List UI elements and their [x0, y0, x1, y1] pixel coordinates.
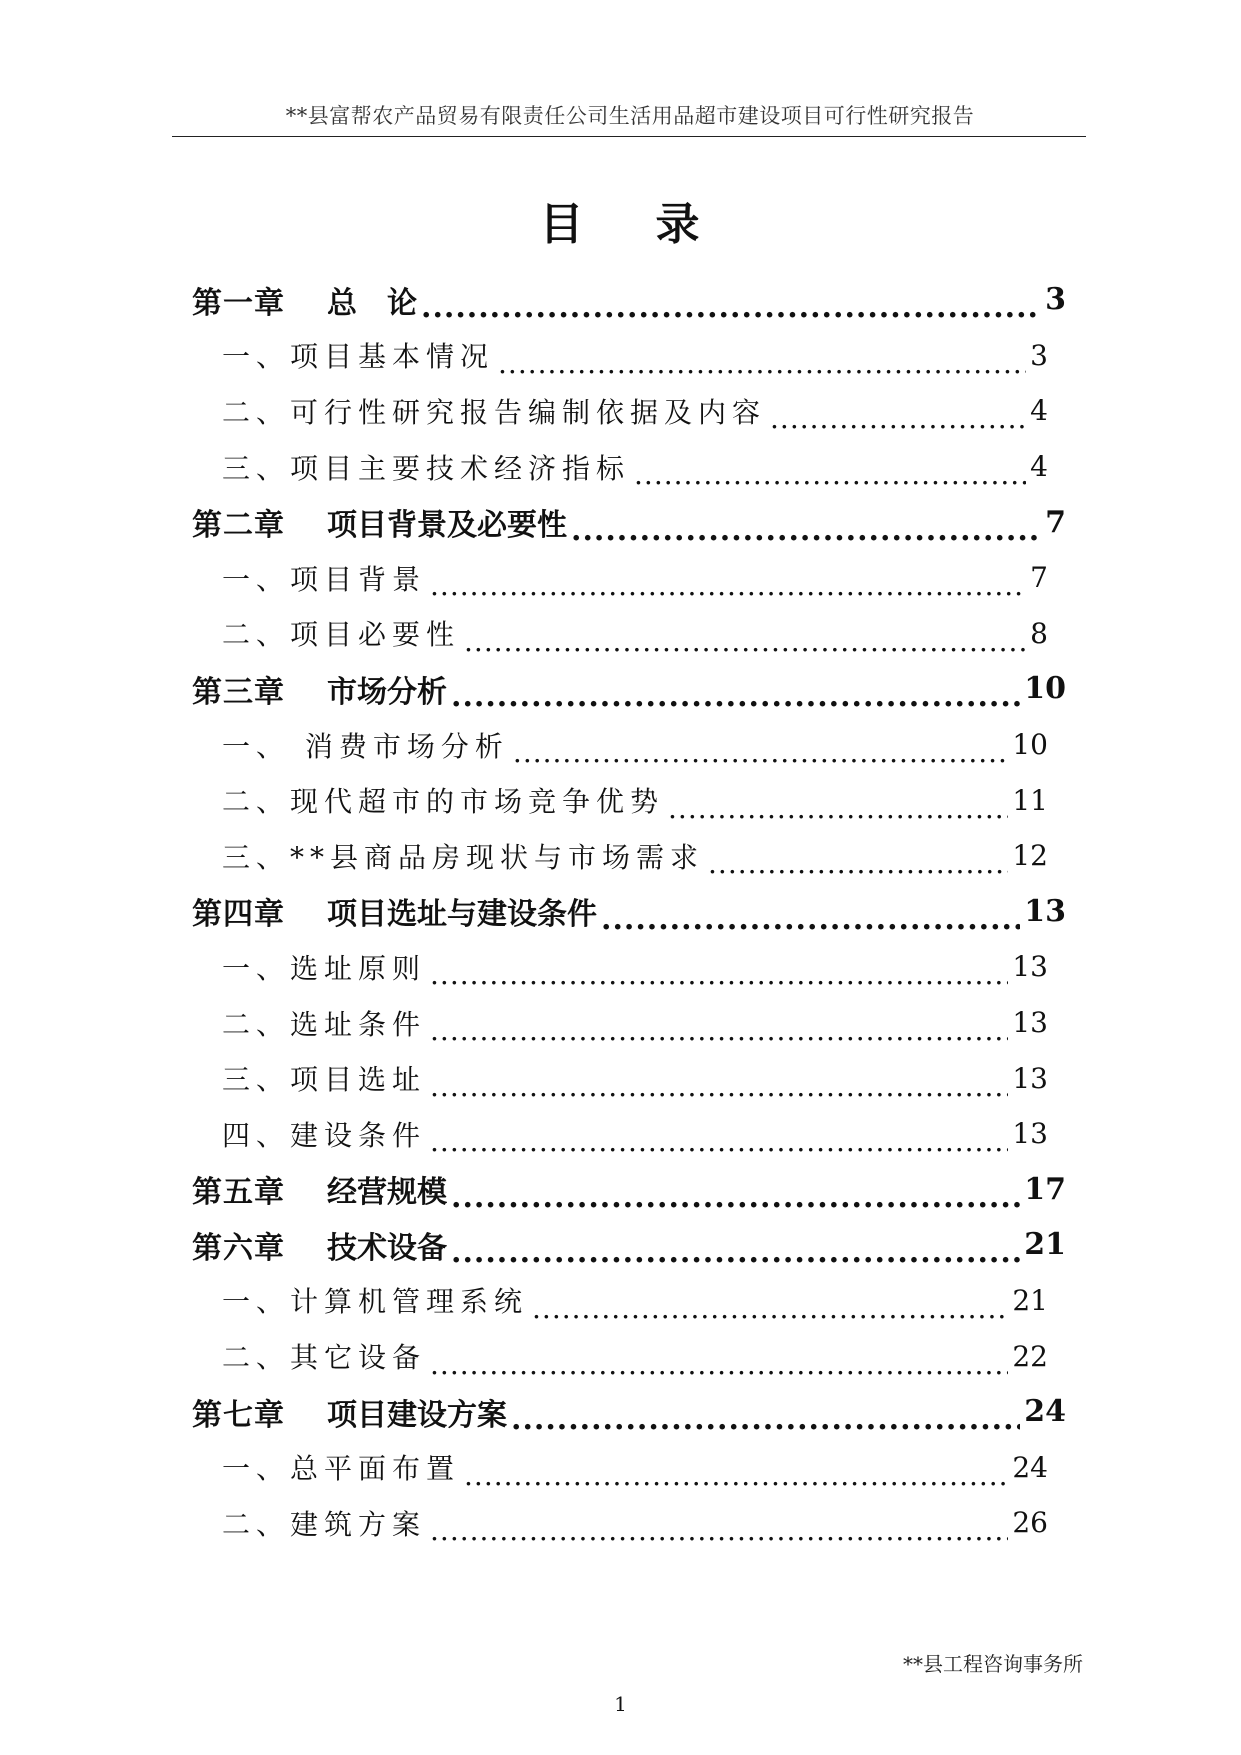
- toc-entry-page-number: 3: [1030, 338, 1048, 372]
- toc-entry-title: 现代超市的市场竞争优势: [290, 785, 665, 819]
- toc-entry-page-number: 10: [1012, 728, 1048, 762]
- toc-entry-number: 一、: [222, 1285, 291, 1319]
- toc-entry-number: 二、: [222, 1341, 291, 1375]
- toc-dot-leader: [430, 1070, 1008, 1103]
- toc-entry-title: 项目基本情况: [290, 340, 495, 374]
- toc-dot-leader: [451, 679, 1020, 714]
- toc-entry-title: 项目选址: [290, 1063, 427, 1097]
- toc-entry-label: [192, 889, 597, 933]
- toc-heading-right: 录: [655, 199, 702, 250]
- toc-section-entry[interactable]: [192, 717, 1066, 773]
- toc-entry-label: [222, 836, 704, 876]
- toc-entry-number: 一、: [222, 340, 291, 374]
- toc-dot-leader: [430, 1125, 1008, 1158]
- toc-section-entry[interactable]: [192, 939, 1066, 995]
- toc-section-entry[interactable]: [192, 439, 1066, 495]
- toc-entry-number: 第二章: [192, 508, 285, 544]
- toc-dot-leader: [513, 736, 1008, 769]
- toc-dot-leader: [634, 458, 1026, 491]
- toc-entry-label: [222, 780, 664, 820]
- toc-entry-title: 其它设备: [290, 1341, 427, 1375]
- toc-entry-number: 一、: [222, 951, 291, 985]
- toc-chapter-entry[interactable]: [192, 661, 1066, 717]
- toc-entry-title: 总 论: [327, 285, 417, 321]
- toc-chapter-entry[interactable]: [192, 1162, 1066, 1218]
- toc-entry-number: 二、: [222, 785, 291, 819]
- toc-dot-leader: [430, 1014, 1008, 1047]
- toc-entry-label: [222, 947, 426, 987]
- toc-entry-title: 项目选址与建设条件: [327, 897, 597, 933]
- toc-dot-leader: [430, 958, 1008, 991]
- toc-chapter-entry[interactable]: [192, 884, 1066, 940]
- toc-dot-leader: [430, 1348, 1008, 1381]
- toc-entry-page-number: 7: [1045, 504, 1066, 540]
- toc-entry-number: 第四章: [192, 897, 285, 933]
- running-header-title: **县富帮农产品贸易有限责任公司生活用品超市建设项目可行性研究报告: [285, 104, 975, 128]
- toc-section-entry[interactable]: [192, 328, 1066, 384]
- toc-entry-title: 计算机管理系统: [290, 1285, 529, 1319]
- toc-entry-page-number: 13: [1012, 1006, 1048, 1040]
- toc-section-entry[interactable]: [192, 606, 1066, 662]
- toc-entry-number: 二、: [222, 618, 291, 652]
- toc-entry-title: 建设条件: [290, 1118, 427, 1152]
- toc-entry-number: 二、: [222, 395, 291, 429]
- toc-chapter-entry[interactable]: [192, 1384, 1066, 1440]
- toc-entry-page-number: 13: [1024, 893, 1066, 929]
- toc-dot-leader: [708, 847, 1008, 880]
- toc-dot-leader: [498, 347, 1026, 380]
- toc-entry-label: [222, 1336, 426, 1376]
- toc-entry-title: 市场分析: [327, 674, 447, 710]
- toc-section-entry[interactable]: [192, 550, 1066, 606]
- toc-entry-title: 项目建设方案: [327, 1397, 507, 1433]
- toc-entry-page-number: 11: [1012, 783, 1048, 817]
- toc-section-entry[interactable]: [192, 1106, 1066, 1162]
- toc-dot-leader: [430, 569, 1026, 602]
- toc-dot-leader: [668, 792, 1008, 825]
- toc-section-entry[interactable]: [192, 1050, 1066, 1106]
- toc-entry-number: 第五章: [192, 1175, 285, 1211]
- toc-entry-page-number: 12: [1012, 839, 1048, 873]
- toc-section-entry[interactable]: [192, 1328, 1066, 1384]
- toc-chapter-entry[interactable]: [192, 272, 1066, 328]
- toc-entry-page-number: 17: [1024, 1171, 1066, 1207]
- toc-entry-title: 建筑方案: [290, 1507, 427, 1541]
- toc-entry-number: 三、: [222, 451, 291, 485]
- toc-entry-title: 项目背景: [290, 562, 427, 596]
- toc-section-entry[interactable]: [192, 1495, 1066, 1551]
- toc-dot-leader: [451, 1235, 1020, 1270]
- toc-entry-number: 二、: [222, 1507, 291, 1541]
- toc-chapter-entry[interactable]: [192, 494, 1066, 550]
- toc-dot-leader: [511, 1402, 1020, 1437]
- toc-entry-label: [192, 500, 567, 544]
- toc-section-entry[interactable]: [192, 383, 1066, 439]
- toc-section-entry[interactable]: [192, 772, 1066, 828]
- toc-entry-label: [222, 725, 509, 765]
- toc-entry-title: 经营规模: [327, 1175, 447, 1211]
- header-divider: [172, 136, 1086, 137]
- toc-entry-title: 项目必要性: [290, 618, 461, 652]
- toc-entry-page-number: 8: [1030, 616, 1048, 650]
- toc-dot-leader: [421, 290, 1041, 325]
- toc-entry-page-number: 22: [1012, 1339, 1048, 1373]
- toc-entry-number: 二、: [222, 1007, 291, 1041]
- toc-dot-leader: [451, 1180, 1020, 1215]
- toc-dot-leader: [464, 625, 1026, 658]
- toc-heading-left: 目: [539, 199, 586, 250]
- footer-page-number: 1: [614, 1692, 627, 1716]
- toc-entry-page-number: 13: [1012, 1061, 1048, 1095]
- toc-dot-leader: [464, 1459, 1008, 1492]
- toc-entry-number: 三、: [222, 840, 291, 874]
- toc-entry-label: [192, 1390, 507, 1434]
- toc-entry-label: [222, 1058, 426, 1098]
- toc-entry-page-number: 24: [1024, 1394, 1066, 1430]
- toc-entry-page-number: 13: [1012, 1117, 1048, 1151]
- toc-entry-number: 第七章: [192, 1397, 285, 1433]
- toc-entry-label: [222, 1447, 460, 1487]
- toc-entry-title: 项目背景及必要性: [327, 508, 567, 544]
- footer-organization: **县工程咨询事务所: [903, 1652, 1083, 1676]
- toc-dot-leader: [532, 1292, 1008, 1325]
- toc-entry-label: [222, 447, 630, 487]
- toc-entry-label: [192, 1223, 447, 1267]
- toc-entry-label: [222, 1503, 426, 1543]
- toc-entry-number: 一、: [222, 1452, 291, 1486]
- toc-entry-number: 第三章: [192, 674, 285, 710]
- toc-entry-page-number: 4: [1030, 394, 1048, 428]
- toc-entry-page-number: 10: [1024, 671, 1066, 707]
- toc-entry-number: 一、: [222, 729, 291, 763]
- toc-entry-number: 一、: [222, 562, 291, 596]
- toc-entry-title: 可行性研究报告编制依据及内容: [290, 395, 767, 429]
- toc-entry-number: 第六章: [192, 1230, 285, 1266]
- toc-section-entry[interactable]: [192, 828, 1066, 884]
- toc-entry-title: **县商品房现状与市场需求: [290, 840, 705, 874]
- toc-entry-title: 消费市场分析: [290, 729, 509, 763]
- toc-entry-page-number: 21: [1012, 1283, 1048, 1317]
- toc-entry-label: [192, 1167, 447, 1211]
- toc-entry-label: [222, 1003, 426, 1043]
- toc-entry-page-number: 24: [1012, 1450, 1048, 1484]
- toc-entry-label: [192, 667, 447, 711]
- toc-entry-page-number: 21: [1024, 1227, 1066, 1263]
- toc-section-entry[interactable]: [192, 1439, 1066, 1495]
- toc-entry-title: 技术设备: [327, 1230, 447, 1266]
- toc-entry-title: 总平面布置: [290, 1452, 461, 1486]
- toc-entry-page-number: 26: [1012, 1506, 1048, 1540]
- toc-dot-leader: [571, 513, 1041, 548]
- toc-entry-label: [222, 1114, 426, 1154]
- toc-dot-leader: [601, 902, 1020, 937]
- toc-section-entry[interactable]: [192, 1273, 1066, 1329]
- toc-entry-label: [222, 1280, 528, 1320]
- toc-entry-page-number: 7: [1030, 561, 1048, 595]
- toc-entry-label: [222, 613, 460, 653]
- toc-entry-page-number: 3: [1045, 282, 1066, 318]
- toc-dot-leader: [430, 1514, 1008, 1547]
- toc-entry-page-number: 4: [1030, 450, 1048, 484]
- toc-entry-title: 项目主要技术经济指标: [290, 451, 631, 485]
- toc-entry-title: 选址原则: [290, 951, 427, 985]
- table-of-contents: [192, 272, 1066, 1551]
- toc-entry-page-number: 13: [1012, 950, 1048, 984]
- toc-heading: [0, 188, 1241, 252]
- toc-entry-label: [222, 558, 426, 598]
- toc-chapter-entry[interactable]: [192, 1217, 1066, 1273]
- toc-section-entry[interactable]: [192, 995, 1066, 1051]
- toc-entry-number: 三、: [222, 1063, 291, 1097]
- toc-entry-label: [222, 335, 494, 375]
- toc-entry-label: [192, 278, 417, 322]
- toc-dot-leader: [770, 402, 1026, 435]
- toc-entry-number: 四、: [222, 1118, 291, 1152]
- toc-entry-label: [222, 391, 766, 431]
- toc-entry-number: 第一章: [192, 285, 285, 321]
- toc-entry-title: 选址条件: [290, 1007, 427, 1041]
